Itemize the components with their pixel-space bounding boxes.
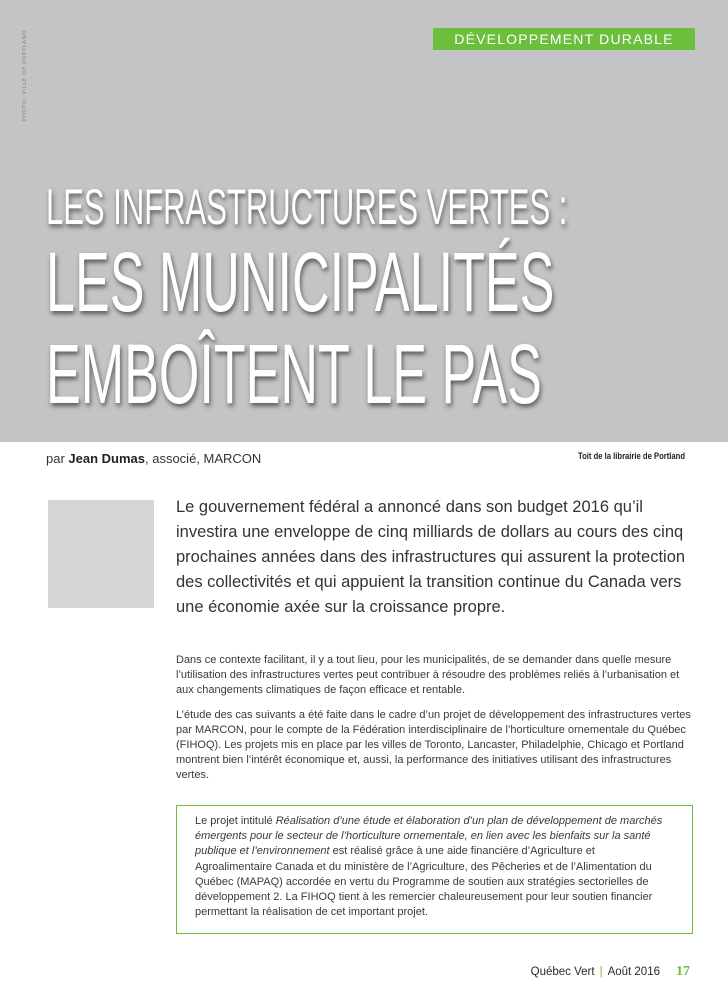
footer-issue: Août 2016 [607,966,660,978]
headline-line-2: LES MUNICIPALITÉS [46,235,555,329]
callout-intro: Le projet intitulé [195,815,276,827]
lead-paragraph: Le gouvernement fédéral a annoncé dans son budget 2016 qu’il investira une enveloppe de cinq milliards de dollars au cours des cinq prochaines années dans des infrastructures qui assurent la protection des collectivités et qui appuient la transition continue du Canada vers une économie axée sur la croissance propre. [176,498,686,616]
headline-line-1: LES INFRASTRUCTURES VERTES : [46,179,568,235]
body-paragraph-1: Dans ce contexte facilitant, il y a tout lieu, pour les municipalités, de se demander dans quelle mesure l’utilisation des infrastructures vertes peut contribuer à résoudre des problèmes reliés à l’urbanisation et aux changements climatiques de façon efficace et rentable. [176,654,680,697]
page-footer [520,963,690,981]
byline-suffix: , associé, MARCON [145,451,262,466]
photo-caption: Toit de la librairie de Portland [578,451,685,461]
footer-publication: Québec Vert [530,966,595,978]
callout-project-title: Réalisation d’une étude et élaboration d’un plan de développement de marchés émergents pour le secteur de l’horticulture ornementale, en lien avec les bienfaits sur la santé publique et l’environnement [195,815,663,858]
funding-callout-box [176,805,693,934]
body-paragraph-2: L’étude des cas suivants a été faite dans le cadre d’un projet de développement des infrastructures vertes par MARCON, pour le compte de la Fédération interdisciplinaire de l’horticulture ornementale du Québec (FIHOQ). Les projets mis en place par les villes de Toronto, Lancaster, Philadelphie, Chicago et Portland montrent bien l’intérêt économique et, aussi, la performance des initiatives utilisant des infrastructures vertes. [176,708,691,782]
hero-banner [0,0,728,442]
headline-line-3: EMBOÎTENT LE PAS [46,327,542,421]
photo-credit: PHOTO: VILLE DE PORTLAND [22,30,28,121]
section-tag: DÉVELOPPEMENT DURABLE [433,28,695,50]
byline-prefix: par [46,451,69,466]
byline [46,451,261,466]
callout-text: est réalisé grâce à une aide financière d’Agriculture et Agroalimentaire Canada et du ministère de l’Agriculture, des Pêcheries et de l’Alimentation du Québec (MAPAQ) accordée en vertu du Programme de soutien aux stratégies sectorielles de développement 2. La FIHOQ tient à les remercier chaleureusement pour leur soutien financier permettant la réalisation de cet important projet. [195,845,653,919]
page-number: 17 [676,964,690,979]
headline [46,178,568,421]
article-image-placeholder [48,500,154,608]
byline-author: Jean Dumas [68,451,145,466]
footer-separator: | [599,966,603,978]
article-body [176,653,696,793]
